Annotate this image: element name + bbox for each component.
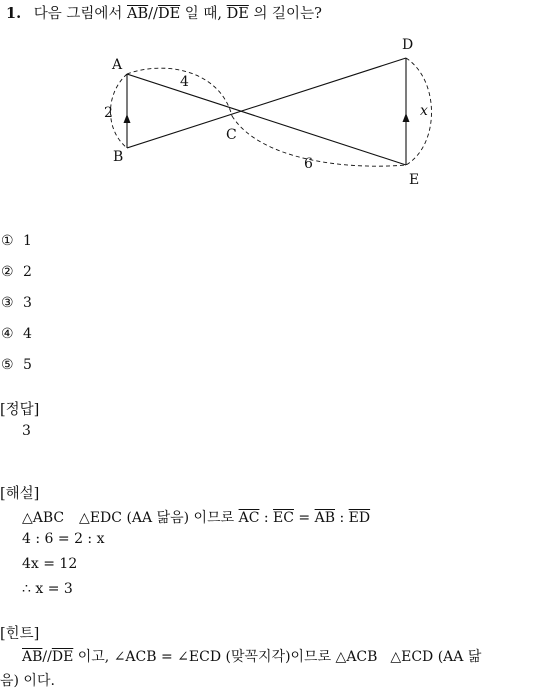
label-de-length: x [420, 103, 428, 119]
segment-ab: $\overline{AB}$ [127, 6, 149, 22]
choice-4[interactable] [1, 323, 32, 354]
hint-segment-de: $\overline{DE}$ [51, 649, 74, 665]
segment-ac: $\overline{AC}$ [238, 510, 260, 526]
geometry-figure [95, 30, 445, 190]
segment-ab-ratio: $\overline{AB}$ [314, 510, 336, 526]
segment-de-2: $\overline{DE}$ [226, 6, 249, 22]
ratio-colon: : [339, 510, 345, 526]
choice-3[interactable] [1, 292, 32, 323]
question-text-middle: 일 때, [184, 6, 222, 22]
choice-5[interactable] [1, 354, 32, 385]
point-a-label: A [112, 57, 123, 73]
choice-marker: ④ [1, 326, 14, 342]
ratio-colon: : [263, 510, 269, 526]
explanation-line-1 [22, 507, 370, 527]
choice-value: 1 [23, 233, 32, 249]
triangle-abc: △ABC [22, 510, 65, 526]
hint-line-1 [22, 646, 481, 666]
hint-text-2: △ECD (AA 닮 [390, 649, 482, 665]
hint-text-1: 이고, ∠ACB = ∠ECD (맞꼭지각)이므로 △ACB [77, 649, 378, 665]
question-number: 1. [6, 5, 22, 22]
label-ac-length: 4 [180, 74, 189, 90]
choice-value: 5 [23, 357, 32, 373]
segment-ec: $\overline{EC}$ [273, 510, 294, 526]
choice-value: 2 [23, 264, 32, 280]
choice-marker: ② [1, 264, 14, 280]
point-b-label: B [113, 149, 124, 165]
point-c-label: C [226, 127, 237, 143]
arc-ce [232, 116, 406, 166]
connector-text: 이므로 [193, 510, 235, 526]
question-line [6, 2, 322, 23]
hint-line-2: 음) 이다. [0, 673, 55, 689]
choice-value: 4 [23, 326, 32, 342]
choice-marker: ① [1, 233, 14, 249]
label-ab-length: 2 [104, 105, 113, 121]
choice-1[interactable] [1, 230, 32, 261]
question-text-before: 다음 그림에서 [33, 6, 123, 22]
similarity-reason: (AA 닮음) [126, 510, 190, 526]
equals-sign: = [298, 510, 311, 526]
hint-label: [힌트] [0, 626, 40, 642]
explanation-line-4: ∴ x = 3 [22, 581, 73, 597]
explanation-line-3: 4x = 12 [22, 556, 78, 572]
choice-2[interactable] [1, 261, 32, 292]
explanation-label: [해설] [0, 486, 40, 502]
hint-segment-ab: $\overline{AB}$ [22, 649, 43, 665]
point-d-label: D [402, 37, 414, 53]
point-e-label: E [409, 172, 420, 188]
segment-bd-line [127, 58, 406, 148]
segment-de: $\overline{DE}$ [157, 6, 181, 22]
label-ce-length: 6 [304, 156, 313, 172]
segment-ed: $\overline{ED}$ [348, 510, 371, 526]
question-text-after: 의 길이는? [253, 6, 322, 22]
explanation-line-2: 4 : 6 = 2 : x [22, 531, 105, 547]
answer-label: [정답] [0, 402, 40, 418]
hint-parallel-sign: // [42, 649, 52, 665]
parallel-sign: // [148, 6, 158, 22]
choices-list [1, 230, 32, 385]
choice-marker: ⑤ [1, 357, 14, 373]
triangle-edc: △EDC [79, 510, 122, 526]
arc-ab [111, 74, 128, 148]
choice-marker: ③ [1, 295, 14, 311]
arrow-de [403, 113, 410, 122]
segment-ae-line [127, 74, 406, 165]
arrow-ab [124, 114, 131, 123]
answer-value: 3 [22, 423, 31, 439]
choice-value: 3 [23, 295, 32, 311]
